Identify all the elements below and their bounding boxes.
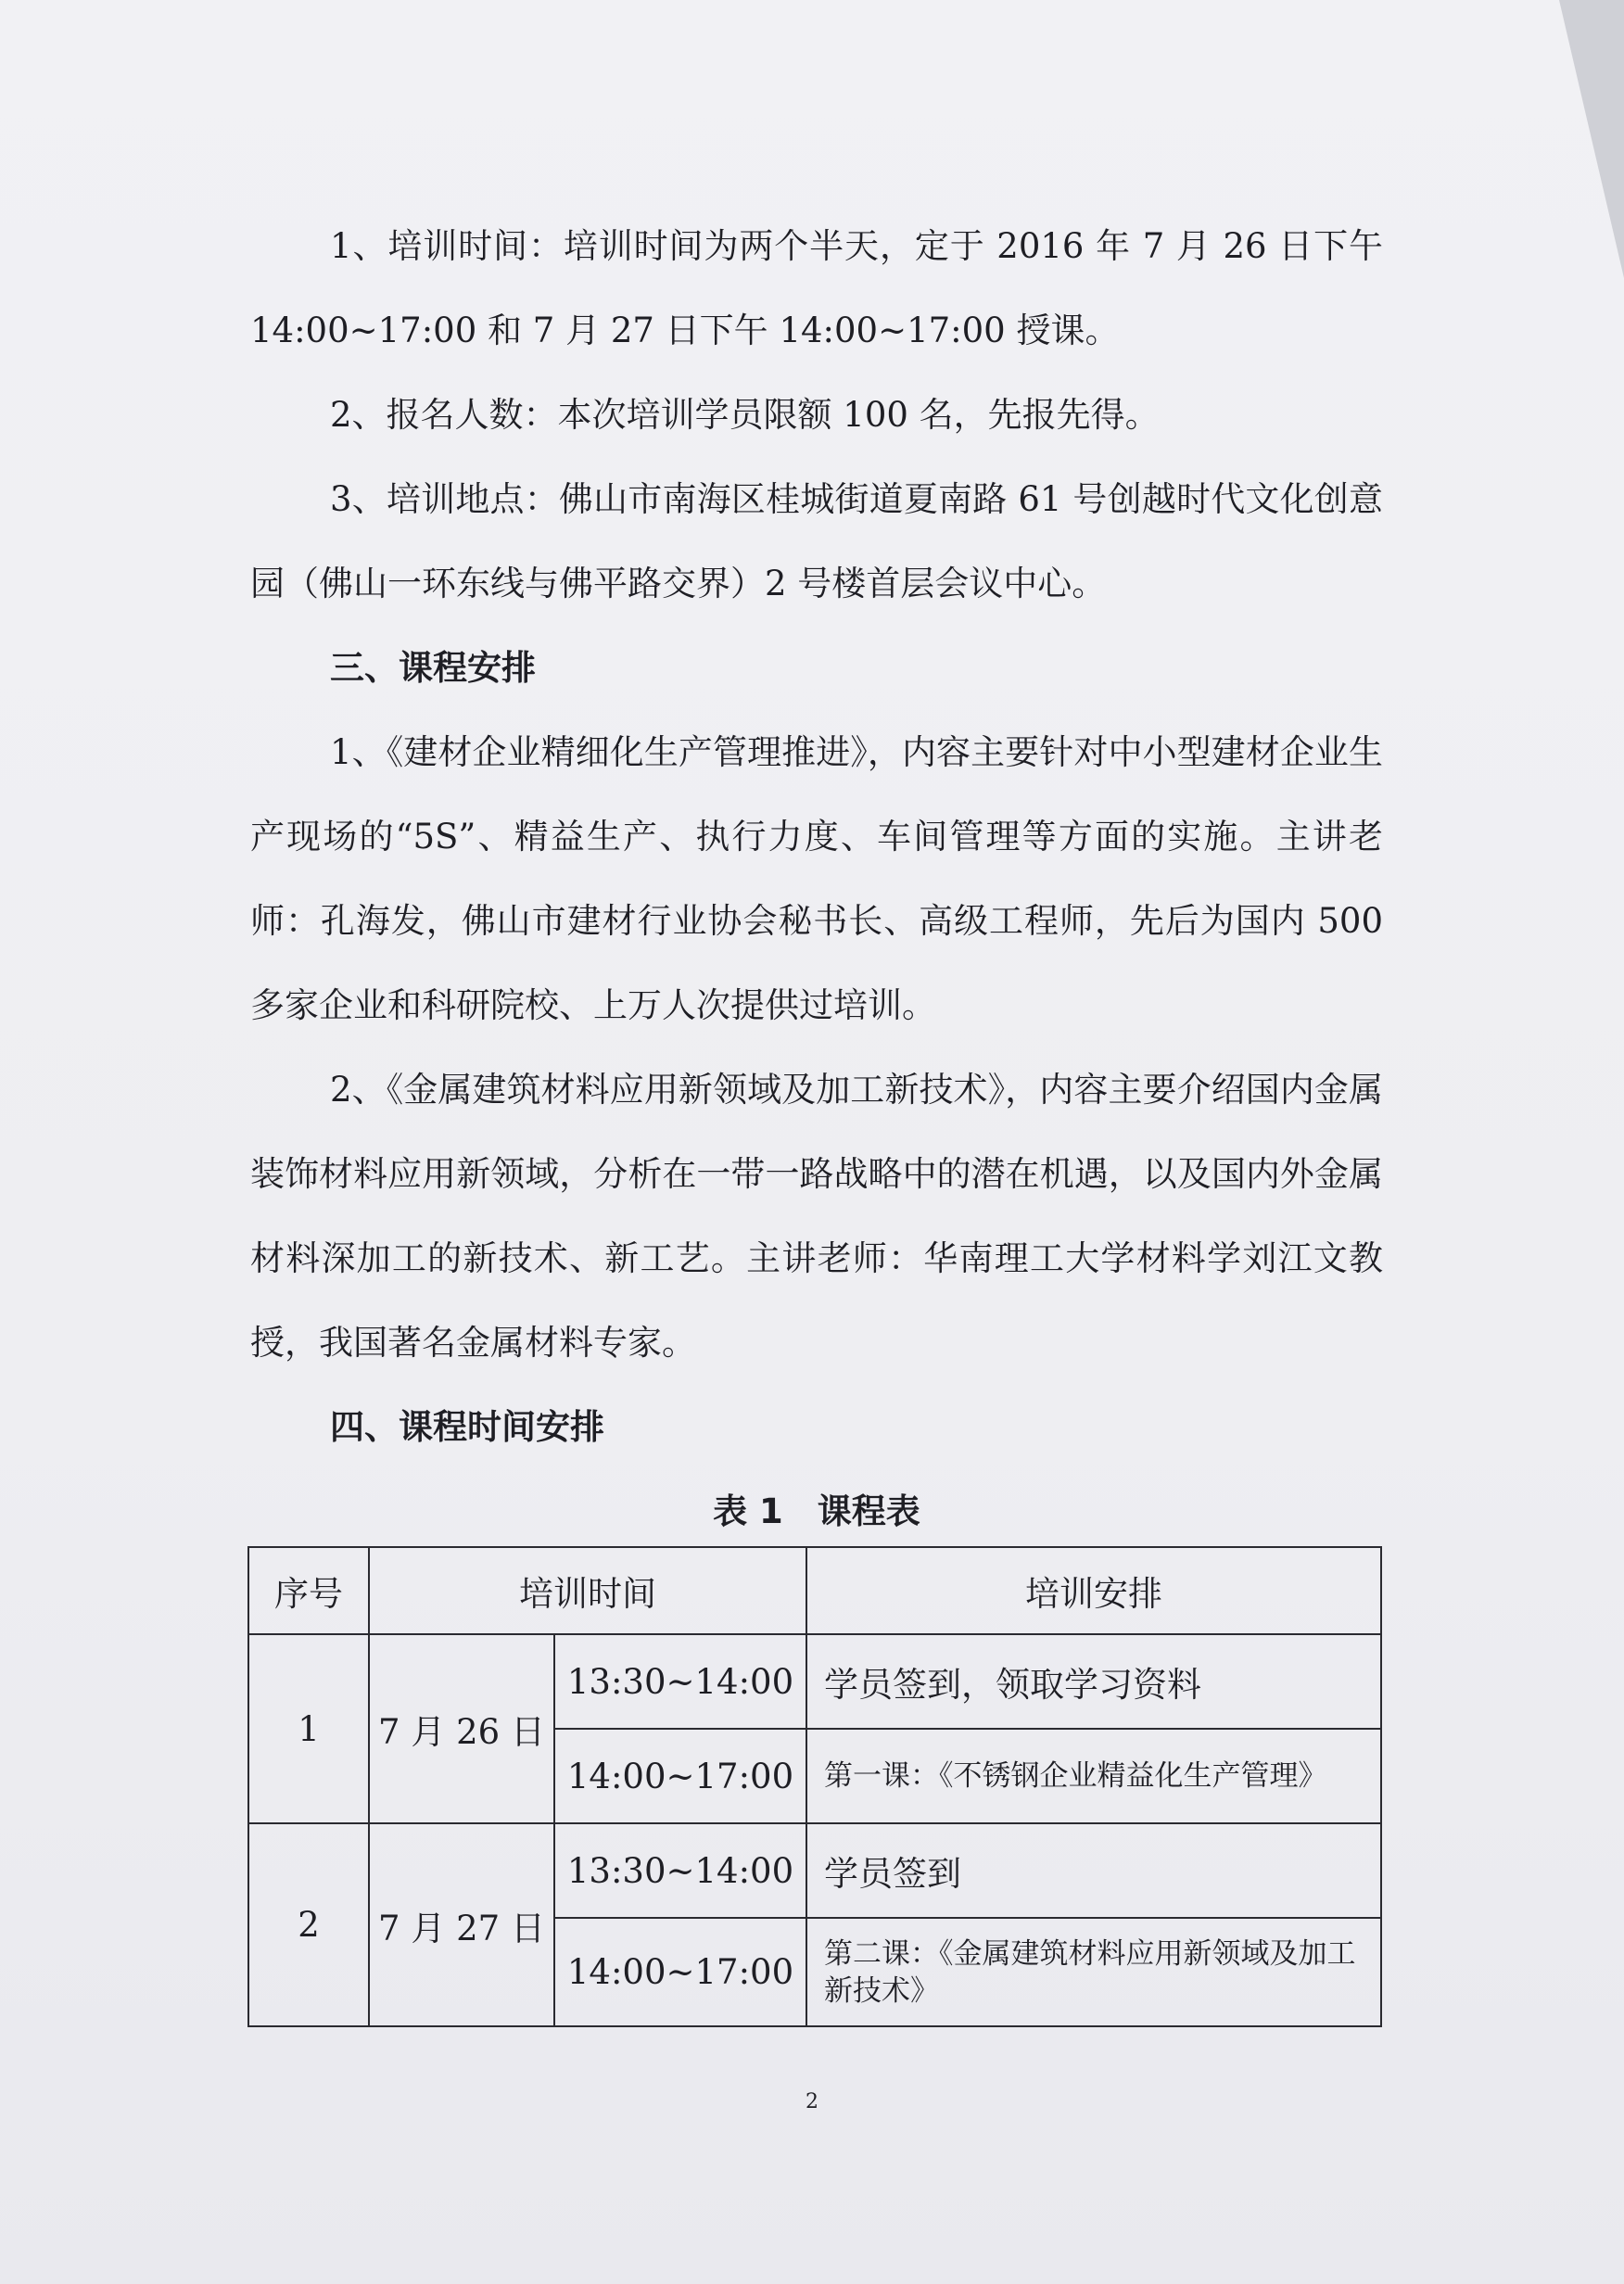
slot-plan: 第二课：《金属建筑材料应用新领域及加工新技术》	[806, 1918, 1381, 2026]
slot-time: 13:30~14:00	[554, 1634, 806, 1729]
section-heading-schedule: 四、课程时间安排	[330, 1407, 604, 1447]
paragraph-course-2: 2、《金属建筑材料应用新领域及加工新技术》，内容主要介绍国内金属装饰材料应用新领域，分析在一带一路战略中的潜在机遇，以及国内外金属材料深加工的新技术、新工艺。主讲老师：华南理工大学材料学刘江文教授，我国著名金属材料专家。	[250, 1070, 1383, 1363]
schedule-table	[247, 1546, 1382, 2027]
table-header-row	[248, 1547, 1381, 1634]
page-number: 2	[806, 2090, 818, 2113]
header-plan: 培训安排	[806, 1547, 1381, 1634]
paragraph-training-time: 1、培训时间：培训时间为两个半天，定于 2016 年 7 月 26 日下午 14:00~17:00 和 7 月 27 日下午 14:00~17:00 授课。	[250, 226, 1383, 350]
slot-time: 14:00~17:00	[554, 1918, 806, 2026]
slot-time: 13:30~14:00	[554, 1823, 806, 1918]
table-row	[248, 1823, 1381, 1918]
slot-plan: 学员签到	[806, 1823, 1381, 1918]
slot-plan: 学员签到，领取学习资料	[806, 1634, 1381, 1729]
slot-plan: 第一课：《不锈钢企业精益化生产管理》	[806, 1729, 1381, 1823]
table-row	[248, 1634, 1381, 1729]
paragraph-course-1: 1、《建材企业精细化生产管理推进》，内容主要针对中小型建材企业生产现场的“5S”、精益生产、执行力度、车间管理等方面的实施。主讲老师：孔海发，佛山市建材行业协会秘书长、高级工程师，先后为国内 500 多家企业和科研院校、上万人次提供过培训。	[250, 732, 1383, 1025]
row-date: 7 月 26 日	[369, 1634, 554, 1823]
slot-time: 14:00~17:00	[554, 1729, 806, 1823]
paragraph-location: 3、培训地点：佛山市南海区桂城街道夏南路 61 号创越时代文化创意园（佛山一环东线与佛平路交界）2 号楼首层会议中心。	[250, 479, 1383, 603]
document-body	[250, 204, 1383, 1554]
folded-corner	[1559, 0, 1624, 278]
table-caption: 表 1 课程表	[713, 1491, 920, 1531]
row-date: 7 月 27 日	[369, 1823, 554, 2026]
row-no: 2	[248, 1823, 369, 2026]
header-no: 序号	[248, 1547, 369, 1634]
section-heading-course: 三、课程安排	[330, 648, 536, 688]
header-time: 培训时间	[369, 1547, 806, 1634]
paragraph-enrollment: 2、报名人数：本次培训学员限额 100 名，先报先得。	[330, 395, 1160, 435]
row-no: 1	[248, 1634, 369, 1823]
